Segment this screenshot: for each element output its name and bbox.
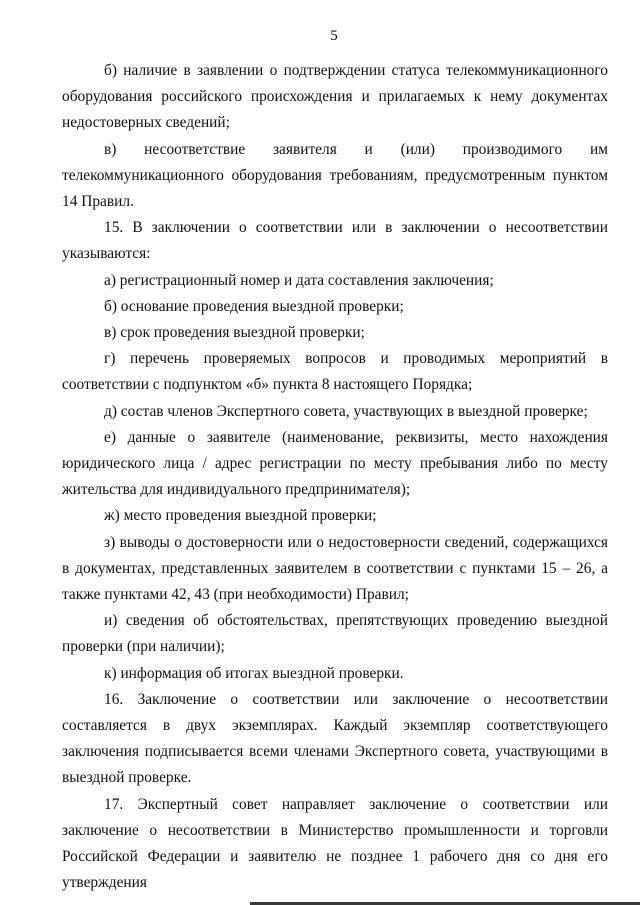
paragraph-item-b-false-info: б) наличие в заявлении о подтверждении статуса телекоммуникационного оборудования российского происхождения и прилагаемых к нему документах недостоверных сведений; bbox=[62, 62, 608, 132]
paragraph-clause-15-k: к) информация об итогах выездной проверки. bbox=[104, 664, 404, 682]
paragraph-clause-15-e: е) данные о заявителе (наименование, реквизиты, место нахождения юридического лица / адрес регистрации по месту пребывания либо по месту жительства для индивидуального предпринимателя); bbox=[62, 428, 608, 499]
paragraph-clause-17: 17. Экспертный совет направляет заключение о соответствии или заключение о несоответствии в Министерство промышленности и торговли Российской Федерации и заявителю не позднее 1 рабочего дня со дня его утверждения bbox=[62, 795, 608, 892]
paragraph-clause-15-g: г) перечень проверяемых вопросов и проводимых мероприятий в соответствии с подпунктом «б» пункта 8 настоящего Порядка; bbox=[62, 350, 608, 394]
paragraph-clause-15-i: и) сведения об обстоятельствах, препятствующих проведению выездной проверки (при наличии); bbox=[62, 612, 608, 656]
paragraph-clause-15-v: в) срок проведения выездной проверки; bbox=[104, 324, 365, 342]
paragraph-clause-15: 15. В заключении о соответствии или в заключении о несоответствии указываются: bbox=[62, 219, 608, 263]
paragraph-clause-15-z: з) выводы о достоверности или о недостоверности сведений, содержащихся в документах, представленных заявителем в соответствии с пунктами 15 – 26, а также пунктами 42, 43 (при необходимости) Правил; bbox=[62, 533, 608, 604]
paragraph-clause-15-b: б) основание проведения выездной проверки; bbox=[104, 297, 404, 315]
paragraph-clause-15-d: д) состав членов Экспертного совета, участвующих в выездной проверке; bbox=[104, 402, 588, 420]
paragraph-clause-15-zh: ж) место проведения выездной проверки; bbox=[104, 507, 377, 525]
page-number: 5 bbox=[330, 28, 338, 44]
document-body bbox=[62, 58, 608, 897]
paragraph-clause-15-a: а) регистрационный номер и дата составления заключения; bbox=[104, 271, 494, 289]
paragraph-clause-16: 16. Заключение о соответствии или заключение о несоответствии составляется в двух экземплярах. Каждый экземпляр соответствующего заключения подписывается всеми членами Экспертного совета, участвующими в выездной проверке. bbox=[62, 690, 608, 787]
paragraph-item-v-nonconformity: в) несоответствие заявителя и (или) производимого им телекоммуникационного оборудования требованиям, предусмотренным пунктом 14 Правил. bbox=[62, 140, 608, 211]
